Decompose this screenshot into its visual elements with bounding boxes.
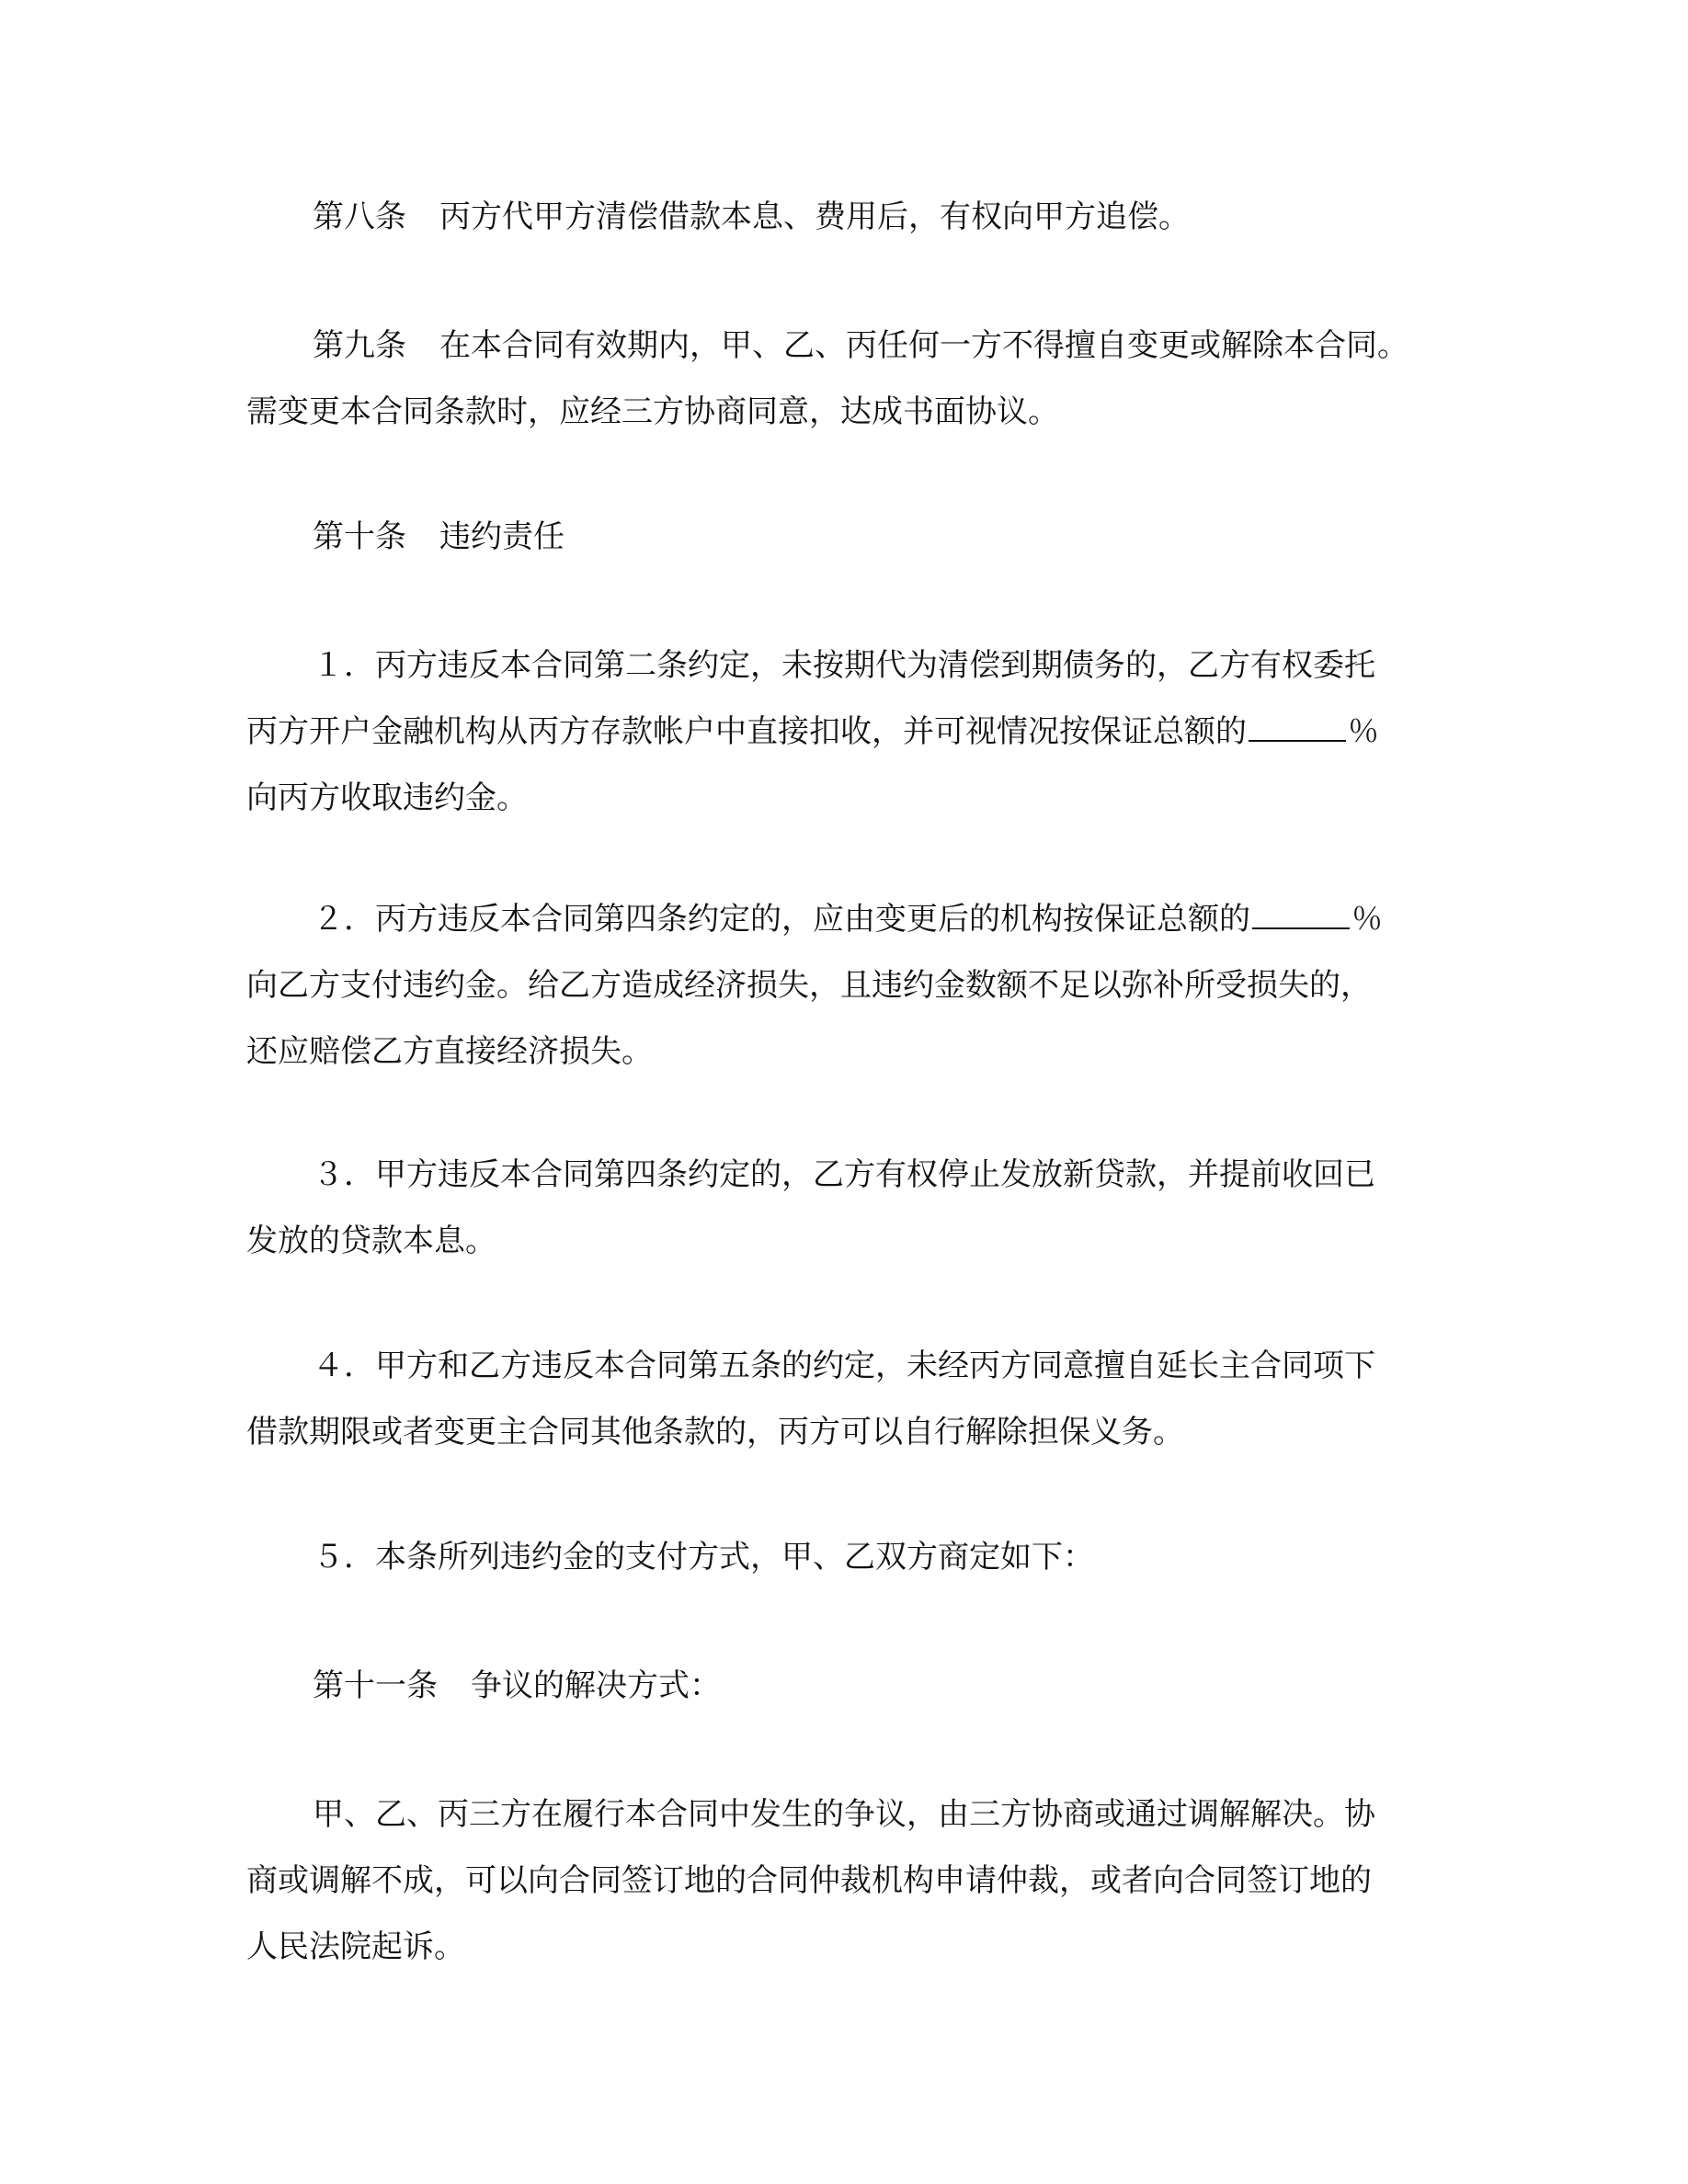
item-2-line2: 向乙方支付违约金。给乙方造成经济损失，且违约金数额不足以弥补所受损失的， (246, 967, 1372, 1004)
article-9-text-line2: 需变更本合同条款时，应经三方协商同意，达成书面协议。 (246, 393, 1059, 430)
dispute-line3: 人民法院起诉。 (246, 1928, 465, 1965)
article-10-title: 违约责任 (439, 518, 565, 555)
item-1 (246, 632, 1442, 831)
item-3-line2: 发放的贷款本息。 (246, 1223, 496, 1259)
article-9-heading: 第九条 (313, 327, 406, 364)
article-11-heading: 第十一条 (313, 1667, 438, 1704)
article-11-title: 争议的解决方式： (471, 1667, 721, 1704)
item-1-line1: １．丙方违反本合同第二条约定，未按期代为清偿到期债务的，乙方有权委托 (313, 647, 1375, 684)
item-2 (246, 886, 1442, 1085)
item-2-line3: 还应赔偿乙方直接经济损失。 (246, 1033, 653, 1070)
article-11 (246, 1653, 1442, 1719)
item-1-line3: 向丙方收取违约金。 (246, 779, 528, 816)
article-9 (246, 313, 1442, 445)
item-4-line2: 借款期限或者变更主合同其他条款的，丙方可以自行解除担保义务。 (246, 1414, 1184, 1450)
article-10 (246, 504, 1442, 570)
percent-sign: ％ (1348, 713, 1379, 750)
dispute-line1: 甲、乙、丙三方在履行本合同中发生的争议，由三方协商或通过调解解决。协 (313, 1796, 1375, 1833)
article-8-text: 丙方代甲方清偿借款本息、费用后，有权向甲方追偿。 (439, 199, 1190, 235)
item-5-line1: ５．本条所列违约金的支付方式，甲、乙双方商定如下： (313, 1539, 1094, 1575)
item-2-line1: ２．丙方违反本合同第四条约定的，应由变更后的机构按保证总额的 (313, 901, 1250, 938)
percent-sign: ％ (1352, 901, 1383, 938)
percentage-blank (1252, 900, 1350, 929)
item-5 (246, 1524, 1442, 1590)
item-4 (246, 1333, 1442, 1465)
item-3-line1: ３．甲方违反本合同第四条约定的，乙方有权停止发放新贷款，并提前收回已 (313, 1156, 1375, 1193)
dispute-paragraph (246, 1781, 1442, 1980)
item-3 (246, 1142, 1442, 1274)
article-8 (246, 184, 1442, 250)
item-1-line2: 丙方开户金融机构从丙方存款帐户中直接扣收，并可视情况按保证总额的 (246, 713, 1247, 750)
article-8-heading: 第八条 (313, 199, 406, 235)
dispute-line2: 商或调解不成，可以向合同签订地的合同仲裁机构申请仲裁，或者向合同签订地的 (246, 1862, 1372, 1899)
percentage-blank (1249, 712, 1346, 742)
item-4-line1: ４．甲方和乙方违反本合同第五条的约定，未经丙方同意擅自延长主合同项下 (313, 1348, 1375, 1384)
article-9-text-line1: 在本合同有效期内，甲、乙、丙任何一方不得擅自变更或解除本合同。 (439, 327, 1409, 364)
article-10-heading: 第十条 (313, 518, 406, 555)
